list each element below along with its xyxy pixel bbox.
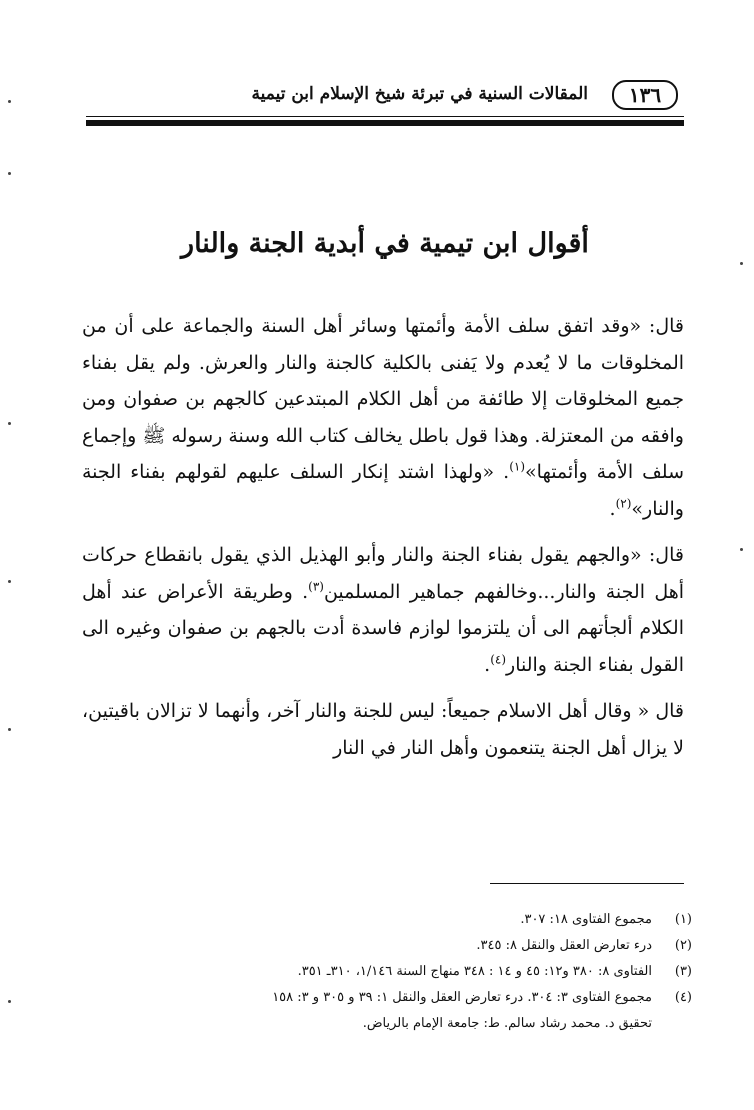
footnote-ref-4[interactable]: (٤) <box>490 652 507 667</box>
text-line: قال « وقال أهل الاسلام جميعاً: ليس للجنة والنار آخر، وأنهما <box>214 700 684 722</box>
footnote-4-continued <box>92 1011 692 1037</box>
text-line: قال: «وقد اتفق سلف الأمة وأئمتها وسائر أهل السنة والجماعة <box>182 315 685 337</box>
page-header <box>86 78 684 126</box>
scan-speck <box>8 728 11 731</box>
footnote-2 <box>92 933 692 959</box>
footnote-ref-2[interactable]: (٢) <box>615 496 632 511</box>
text-line: قال: «والجهم يقول بفناء الجنة والنار وأبو الهذيل الذي يقول <box>210 544 684 566</box>
scan-speck <box>8 100 11 103</box>
scan-speck <box>8 172 11 175</box>
page-number: ١٣٦ <box>612 80 678 110</box>
paragraph-1: قال: «وقد اتفق سلف الأمة وأئمتها وسائر أهل السنة والجماعة على أن من المخلوقات ما لا يُعدم ولا يَفنى بالكلية كالجنة والنار والعرش. ولم يقل بفناء جميع المخلوقات إلا طائفة من أهل الكلام المبتدعين كالجهم بن صفوان ومن وافقه من المعتزلة. وهذا قول باطل يخالف كتاب الله وسنة رسوله ﷺ وإجماع سلف الأمة وأئمتها»$^{(١)}$. «ولهذا اشتد إنكار السلف عليهم لقولهم بفناء الجنة والنار»$^{(٢)}$. <box>82 315 685 520</box>
footnote-text: مجموع الفتاوى ١٨: ٣٠٧. <box>520 912 652 927</box>
text-line: والعرش. ولم يقل بفناء جميع المخلوقات إلا طائفة من أهل الكلام <box>82 351 684 410</box>
chapter-title: أقوال ابن تيمية في أبدية الجنة والنار <box>181 228 589 259</box>
header-rule-thick <box>86 120 684 126</box>
footnote-3 <box>92 959 692 985</box>
footnotes <box>92 907 692 1037</box>
text-line: على أن من المخلوقات ما لا يُعدم ولا يَفنى بالكلية كالجنة والنار <box>82 315 685 374</box>
paragraph-3 <box>82 693 684 766</box>
footnote-4 <box>92 985 692 1011</box>
footnote-number: (١) <box>674 912 692 927</box>
footnote-text: مجموع الفتاوى ٣: ٣٠٤. درء تعارض العقل والنقل ١: ٣٩ و ٣٠٥ و ٣: ١٥٨ <box>272 990 652 1005</box>
footnote-number: (٤) <box>674 990 692 1005</box>
footnote-number: (٣) <box>674 964 692 979</box>
footnote-ref-3[interactable]: (٣) <box>308 579 324 594</box>
text-line: «ولهذا اشتد إنكار السلف عليهم لقولهم بفناء الجنة والنار» <box>82 461 684 520</box>
text-line: بانقطاع حركات أهل الجنة والنار...وخالفهم جماهير المسلمين <box>82 544 684 603</box>
text-line: لا تزالان باقيتين، لا يزال أهل الجنة يتنعمون وأهل النار في النار <box>82 700 684 759</box>
scan-speck <box>8 1000 11 1003</box>
footnote-text: الفتاوى ٨: ٣٨٠ و١٢: ٤٥ و ١٤ : ٣٤٨ منهاج السنة ١/١٤٦، ٣١٠ـ ٣٥١. <box>297 964 652 979</box>
text-line: وطريقة الأعراض عند أهل الكلام ألجأتهم الى أن يلتزموا لوازم فاسدة <box>82 580 684 639</box>
running-title: المقالات السنية في تبرئة شيخ الإسلام ابن تيمية <box>251 84 588 104</box>
header-rule-thin <box>86 116 684 117</box>
scan-speck <box>8 422 11 425</box>
scan-speck <box>8 580 11 583</box>
footnote-number: (٢) <box>674 938 692 953</box>
footnote-text: درء تعارض العقل والنقل ٨: ٣٤٥. <box>476 938 652 953</box>
text-line: أدت بالجهم بن صفوان وغيره الى القول بفناء الجنة والنار <box>82 617 684 676</box>
body-text <box>82 308 684 766</box>
footnote-1 <box>92 907 692 933</box>
scan-speck <box>740 262 743 265</box>
scan-speck <box>740 548 743 551</box>
text-line: يخالف كتاب الله وسنة رسوله ﷺ وإجماع سلف الأمة وأئمتها» <box>82 424 684 483</box>
footnote-ref-1[interactable]: (١) <box>509 459 526 474</box>
footnote-separator <box>490 883 684 884</box>
text-line: المبتدعين كالجهم بن صفوان ومن وافقه من المعتزلة. وهذا قول باطل <box>82 388 684 447</box>
footnote-text: تحقيق د. محمد رشاد سالم. ط: جامعة الإمام بالرياض. <box>362 1016 652 1031</box>
paragraph-2: قال: «والجهم يقول بفناء الجنة والنار وأبو الهذيل الذي يقول بانقطاع حركات أهل الجنة والنار...وخالفهم جماهير المسلمين$^{(٣)}$. وطريقة الأعراض عند أهل الكلام ألجأتهم الى أن يلتزموا لوازم فاسدة أدت بالجهم بن صفوان وغيره الى القول بفناء الجنة والنار$^{(٤)}$. <box>82 544 684 676</box>
